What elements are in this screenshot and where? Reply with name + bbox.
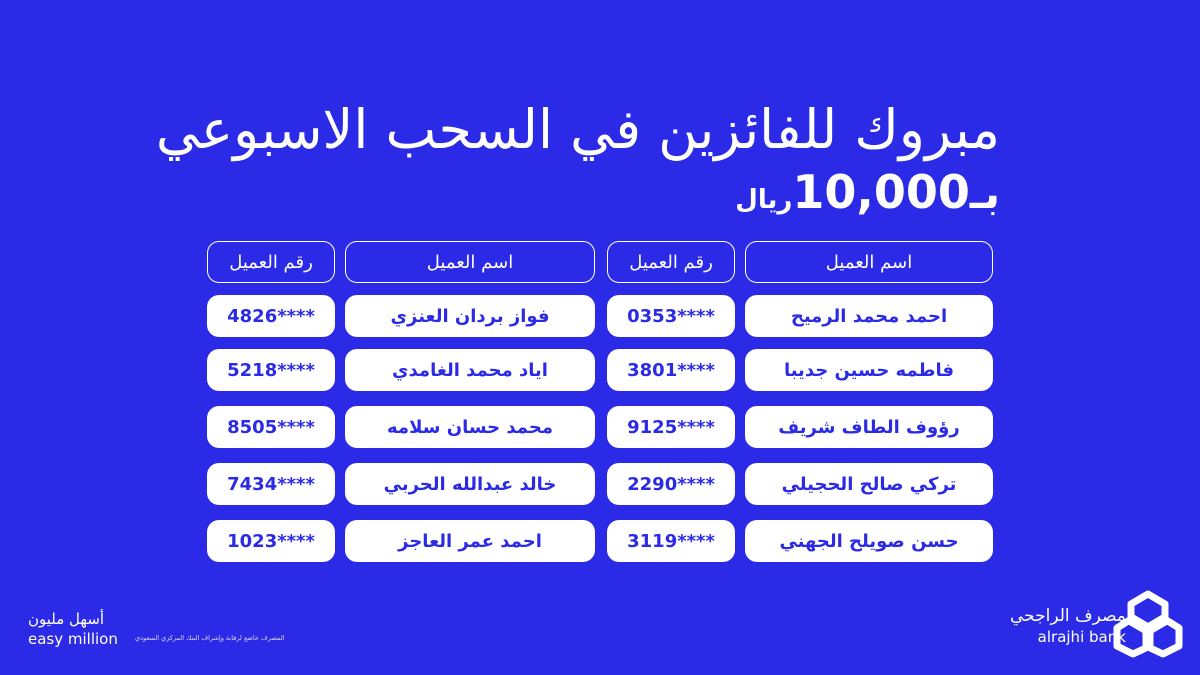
campaign-name-ar: أسهل مليون (28, 610, 105, 628)
winner-name: حسن صويلح الجهني (745, 520, 993, 562)
winner-number: 7434**** (207, 463, 335, 505)
regulatory-disclaimer: المصرف خاضع لرقابة وإشراف البنك المركزي السعودي (135, 634, 285, 642)
winner-name: احمد عمر العاجز (345, 520, 595, 562)
bank-name-ar: مصرف الراجحي (1010, 606, 1126, 626)
prize-currency: ريال (735, 185, 793, 215)
winner-name: فواز بردان العنزي (345, 295, 595, 337)
winner-number: 0353**** (607, 295, 735, 337)
campaign-name-en: easy million (28, 630, 118, 648)
winner-number: 3801**** (607, 349, 735, 391)
winner-number: 4826**** (207, 295, 335, 337)
winner-name: تركي صالح الحجيلي (745, 463, 993, 505)
campaign-brand (28, 610, 118, 648)
bank-brand (1010, 606, 1126, 646)
page-title: مبروك للفائزين في السحب الاسبوعي (155, 98, 1000, 161)
bank-name-en: alrajhi bank (1037, 628, 1126, 646)
winner-number: 9125**** (607, 406, 735, 448)
winner-name: فاطمه حسين جديبا (745, 349, 993, 391)
winner-number: 1023**** (207, 520, 335, 562)
winner-name: اياد محمد الغامدي (345, 349, 595, 391)
winner-number: 3119**** (607, 520, 735, 562)
winner-number: 5218**** (207, 349, 335, 391)
prize-amount (600, 165, 1000, 219)
header-customer-number-left: رقم العميل (207, 241, 335, 283)
winner-name: محمد حسان سلامه (345, 406, 595, 448)
winner-name: رؤوف الطاف شريف (745, 406, 993, 448)
header-customer-number-right: رقم العميل (607, 241, 735, 283)
winner-name: خالد عبدالله الحربي (345, 463, 595, 505)
header-customer-name-right: اسم العميل (745, 241, 993, 283)
prize-prefix: بـ (969, 169, 1000, 218)
alrajhi-logo-icon (1113, 588, 1183, 658)
winner-name: احمد محمد الرميح (745, 295, 993, 337)
header-customer-name-left: اسم العميل (345, 241, 595, 283)
prize-value: 10,000 (792, 165, 970, 219)
winner-number: 8505**** (207, 406, 335, 448)
winner-number: 2290**** (607, 463, 735, 505)
